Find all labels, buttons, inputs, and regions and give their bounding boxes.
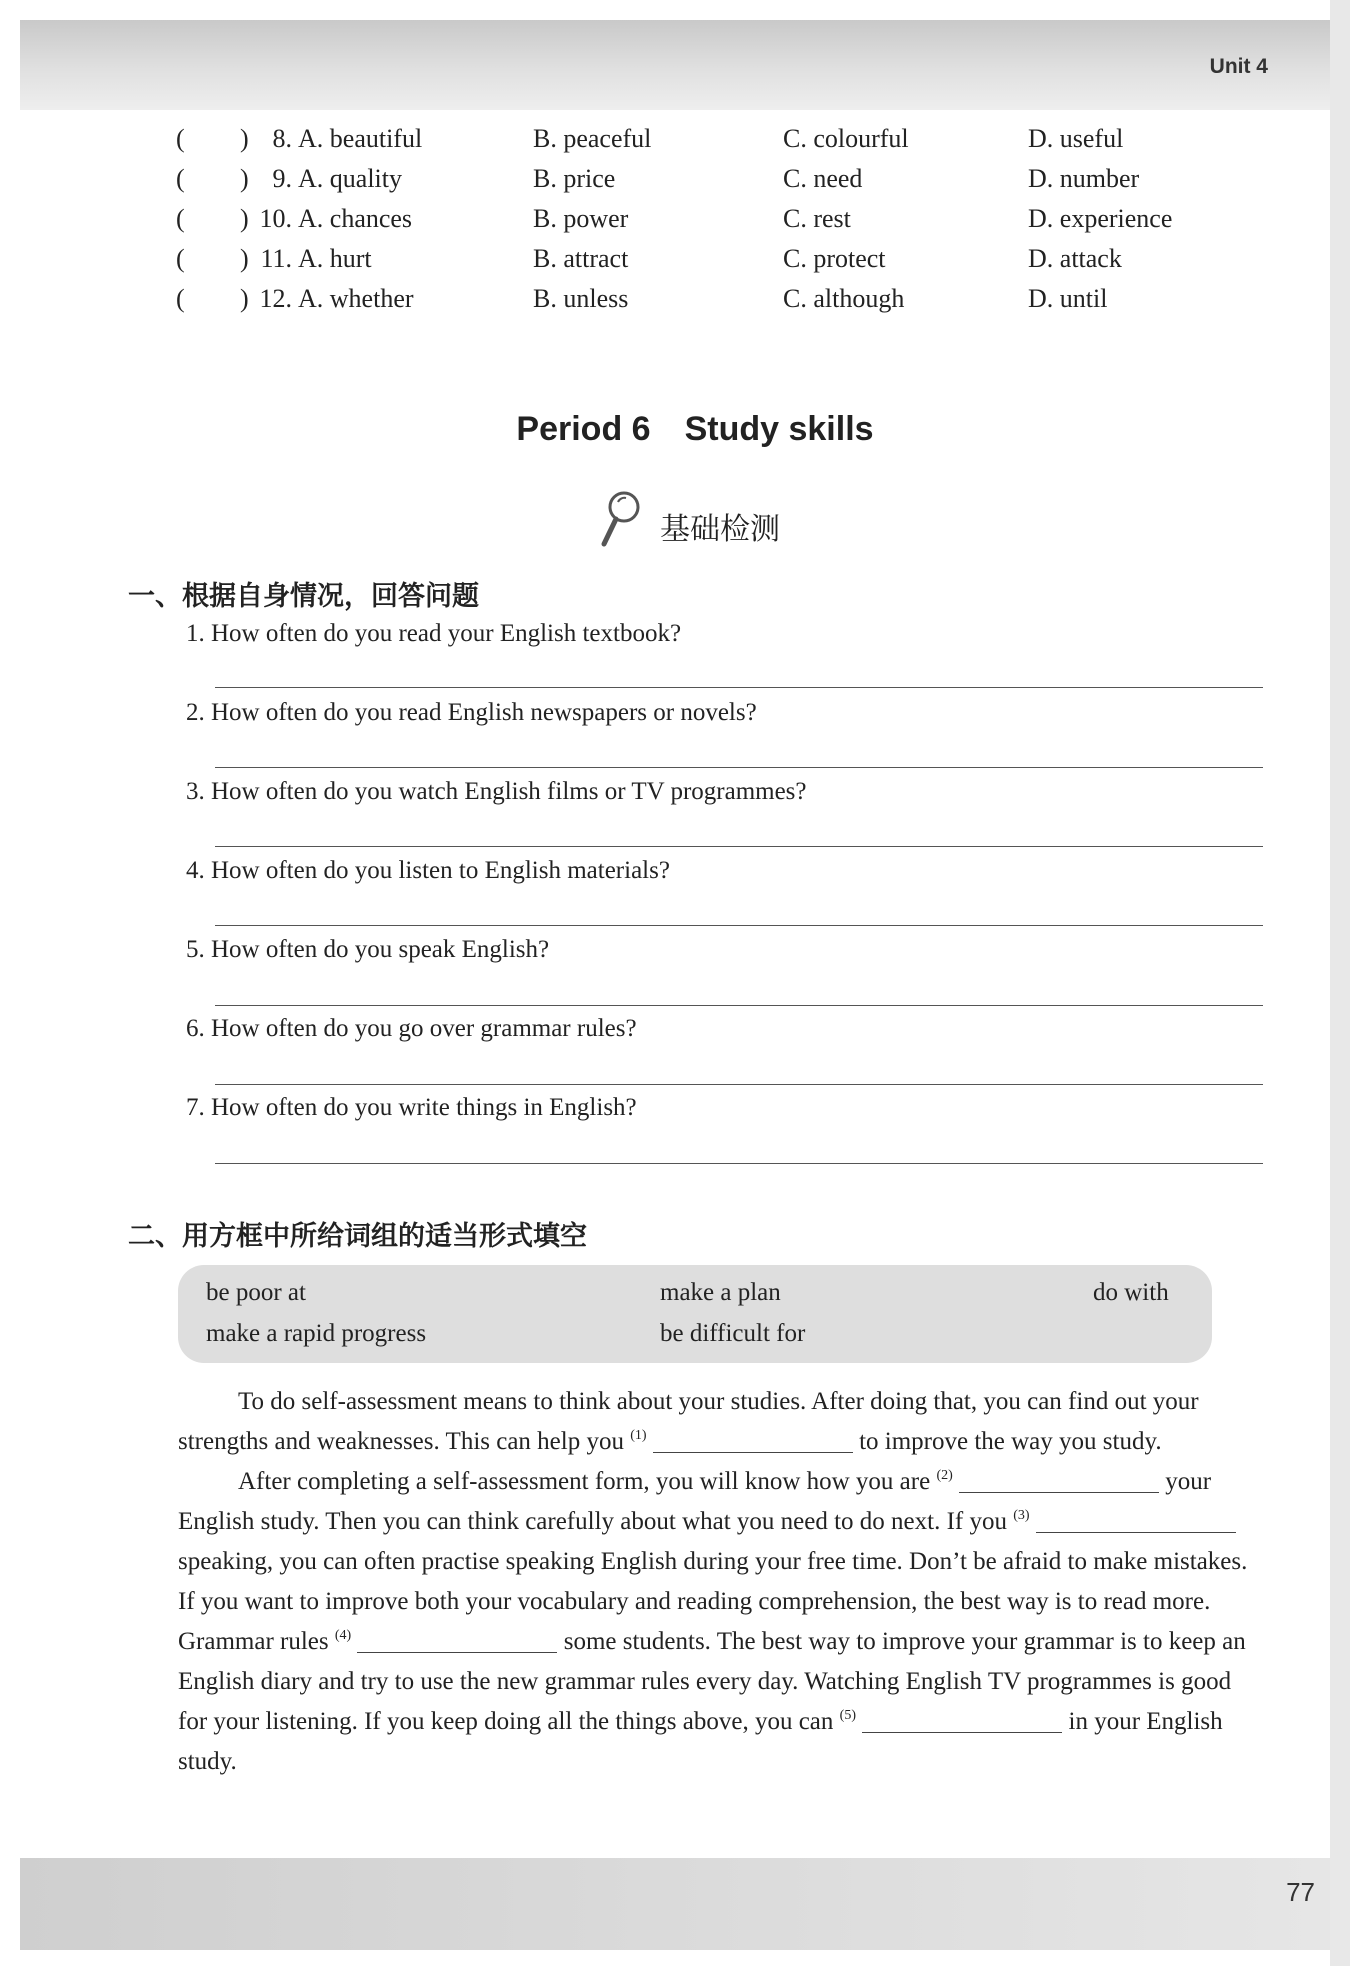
period-label: Period 6	[516, 410, 651, 448]
fill-blank[interactable]	[862, 1708, 1062, 1733]
cloze-passage	[178, 1382, 1258, 1782]
option-a: A. chances	[298, 204, 413, 233]
passage-text: speaking, you can often practise speaking English during your free time. Don’t be afraid to make mistakes. If you want to improve both your vocabulary and reading comprehension, the best way is to read more. Grammar rules	[178, 1548, 1248, 1655]
passage-text: After completing a self-assessment form, you will know how you are	[238, 1468, 931, 1495]
blank-number: (3)	[1013, 1508, 1030, 1523]
answer-line[interactable]	[215, 767, 1263, 768]
option-d: D. useful	[1028, 124, 1124, 153]
word-box-phrase: make a plan	[660, 1279, 781, 1306]
option-b: B. power	[533, 204, 629, 233]
answer-line[interactable]	[215, 1005, 1263, 1006]
option-a: A. quality	[298, 164, 402, 193]
option-b: B. attract	[533, 244, 629, 273]
passage-text: some students. The best way to improve your grammar is to keep an English diary and try to use the new grammar rules every day. Watching English TV programmes is good for your listening. If you keep doing all the things above, you can	[178, 1628, 1246, 1735]
question-text: 3. How often do you watch English films or TV programmes?	[186, 778, 807, 805]
answer-paren-close: )	[240, 164, 249, 193]
answer-line[interactable]	[215, 846, 1263, 847]
mc-question-row	[170, 204, 1220, 244]
mc-question-row	[170, 284, 1220, 324]
word-box-phrase: do with	[1093, 1279, 1169, 1306]
passage-text: to improve the way you study.	[859, 1428, 1162, 1455]
option-d: D. number	[1028, 164, 1140, 193]
period-title	[0, 410, 1350, 449]
fill-blank[interactable]	[357, 1628, 557, 1653]
question-number: 8.	[272, 124, 292, 153]
mc-question-row	[170, 124, 1220, 164]
answer-line[interactable]	[215, 687, 1263, 688]
answer-paren-close: )	[240, 124, 249, 153]
basics-title: 基础检测	[660, 512, 780, 547]
section2-heading: 二、用方框中所给词组的适当形式填空	[128, 1221, 587, 1252]
question-text: 6. How often do you go over grammar rules?	[186, 1015, 637, 1042]
answer-paren-open: (	[176, 204, 185, 233]
unit-label: Unit 4	[1209, 55, 1268, 78]
header-band	[20, 20, 1330, 110]
question-text: 4. How often do you listen to English materials?	[186, 857, 670, 884]
period-name: Study skills	[684, 410, 874, 448]
answer-paren-close: )	[240, 284, 249, 313]
question-number: 9.	[272, 164, 292, 193]
question-text: 2. How often do you read English newspapers or novels?	[186, 699, 757, 726]
fill-blank[interactable]	[959, 1468, 1159, 1493]
section1-heading: 一、根据自身情况，回答问题	[128, 581, 479, 612]
answer-paren-close: )	[240, 244, 249, 273]
answer-paren-open: (	[176, 124, 185, 153]
page-edge	[1330, 0, 1350, 1966]
answer-line[interactable]	[215, 925, 1263, 926]
word-box-phrase: be difficult for	[660, 1320, 806, 1347]
answer-paren-open: (	[176, 164, 185, 193]
answer-paren-close: )	[240, 204, 249, 233]
option-c: C. although	[783, 284, 905, 313]
answer-paren-open: (	[176, 244, 185, 273]
word-box-phrase: be poor at	[206, 1279, 306, 1306]
answer-line[interactable]	[215, 1163, 1263, 1164]
blank-number: (4)	[334, 1628, 352, 1643]
blank-number: (2)	[936, 1468, 953, 1483]
option-b: B. unless	[533, 284, 629, 313]
option-c: C. rest	[783, 204, 851, 233]
fill-blank[interactable]	[653, 1428, 853, 1453]
question-number: 10.	[259, 204, 292, 233]
question-number: 11.	[260, 244, 292, 273]
question-text: 7. How often do you write things in English?	[186, 1094, 637, 1121]
word-box	[178, 1265, 1212, 1363]
passage-text: To do self-assessment means to think about your studies. After doing that, you can find out your strengths and weaknesses. This can help you	[178, 1388, 1199, 1455]
option-d: D. until	[1028, 284, 1108, 313]
option-a: A. beautiful	[298, 124, 423, 153]
option-c: C. colourful	[783, 124, 909, 153]
option-b: B. peaceful	[533, 124, 652, 153]
passage-paragraph	[178, 1382, 1258, 1462]
passage-paragraph	[178, 1462, 1258, 1782]
page-number: 77	[1286, 1877, 1315, 1907]
multiple-choice-list	[170, 124, 1220, 324]
question-text: 5. How often do you speak English?	[186, 936, 550, 963]
mc-question-row	[170, 164, 1220, 204]
option-a: A. whether	[298, 284, 414, 313]
option-c: C. need	[783, 164, 863, 193]
fill-blank[interactable]	[1036, 1508, 1236, 1533]
question-number: 12.	[259, 284, 292, 313]
word-box-phrase: make a rapid progress	[206, 1320, 427, 1347]
blank-number: (5)	[839, 1708, 856, 1723]
option-c: C. protect	[783, 244, 886, 273]
option-d: D. attack	[1028, 244, 1122, 273]
passage-text: your English study. Then you can think carefully about what you need to do next. If you	[178, 1468, 1212, 1535]
option-b: B. price	[533, 164, 616, 193]
magnifier-icon	[598, 490, 648, 550]
mc-question-row	[170, 244, 1220, 284]
answer-line[interactable]	[215, 1084, 1263, 1085]
footer-band	[20, 1858, 1330, 1950]
option-d: D. experience	[1028, 204, 1173, 233]
passage-text: in your English study.	[178, 1708, 1223, 1775]
answer-paren-open: (	[176, 284, 185, 313]
option-a: A. hurt	[298, 244, 372, 273]
blank-number: (1)	[630, 1428, 647, 1443]
question-text: 1. How often do you read your English textbook?	[186, 620, 682, 647]
